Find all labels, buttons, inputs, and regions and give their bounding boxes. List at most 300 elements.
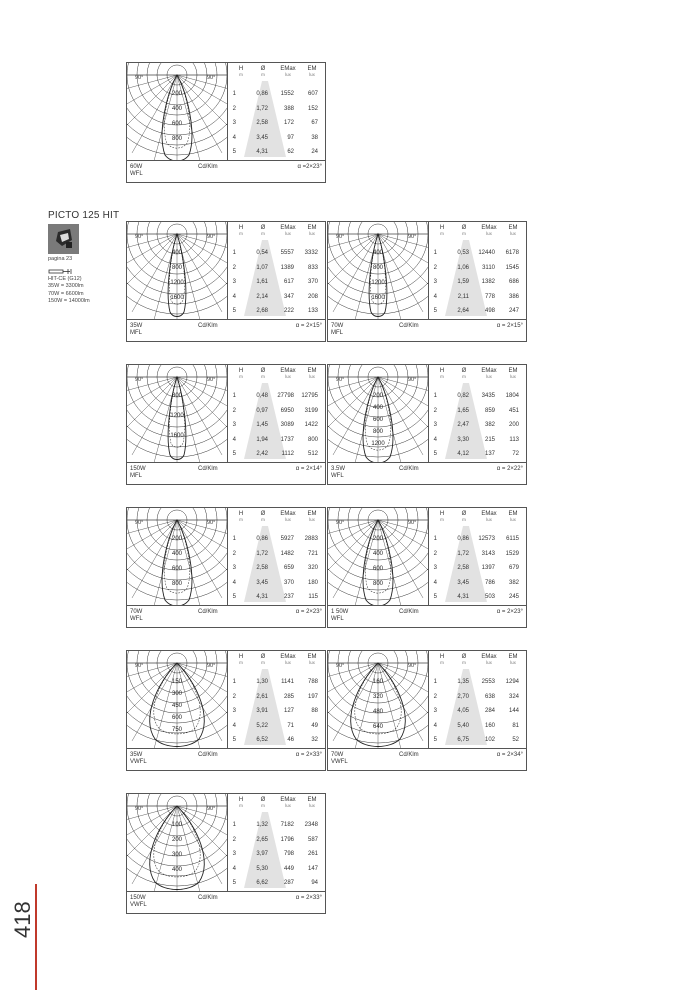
table-cell: 6115 — [506, 536, 519, 542]
beam-type: WFL — [130, 171, 143, 177]
unit-label: Cd/Klm — [399, 466, 419, 472]
table-header-emax — [278, 654, 298, 665]
table-header-em — [503, 225, 523, 236]
table-cell: 88 — [311, 708, 318, 714]
header-label: H — [238, 368, 244, 374]
angle-label: 90° — [135, 75, 144, 81]
angle-label: 90° — [207, 234, 216, 240]
table-cell: 1389 — [280, 264, 294, 271]
table-cell: 115 — [308, 594, 318, 600]
polar-diagram — [127, 222, 227, 319]
header-label: Ø — [461, 654, 467, 660]
header-unit: m — [239, 374, 243, 379]
table-cell: 347 — [283, 293, 294, 300]
table-cell: 1,72 — [457, 550, 469, 557]
table-row — [228, 576, 325, 590]
unit-label: Cd/Klm — [399, 323, 419, 329]
intensity-label: 300 — [171, 852, 183, 858]
table-cell: 5927 — [280, 536, 294, 542]
table-cell: 2,47 — [457, 422, 469, 428]
table-cell: 587 — [307, 836, 318, 843]
table-header-em — [302, 797, 322, 808]
header-label: EMax — [481, 654, 497, 660]
table-cell: 3,45 — [256, 134, 268, 141]
table-row — [429, 675, 526, 689]
table-cell: 503 — [484, 594, 495, 600]
table-cell: 4,31 — [256, 149, 268, 155]
intensity-label: 400 — [171, 867, 183, 873]
table-cell: 1804 — [505, 393, 519, 399]
table-cell: 247 — [508, 308, 519, 314]
divider-horizontal — [127, 462, 325, 463]
beam-angle: α = 2×15° — [295, 323, 322, 329]
table-cell: 2,68 — [256, 308, 268, 314]
angle-label: 90° — [207, 663, 216, 669]
header-unit: lux — [285, 660, 291, 665]
angle-label: 90° — [207, 75, 216, 81]
table-row — [228, 675, 325, 689]
wattage: 35W — [130, 752, 143, 758]
table-header-em — [302, 225, 322, 236]
header-label: H — [439, 654, 445, 660]
header-unit: m — [440, 374, 444, 379]
header-label: Ø — [260, 654, 266, 660]
table-cell: 71 — [287, 722, 294, 729]
table-header-emax — [479, 654, 499, 665]
table-cell: 3 — [433, 422, 437, 428]
table-cell: 2 — [232, 264, 236, 271]
wattage: 70W — [130, 609, 143, 615]
table-header-h — [432, 368, 452, 379]
table-cell: 261 — [307, 851, 318, 857]
section-title: PICTO 125 HIT — [48, 210, 120, 221]
table-cell: 2,70 — [457, 693, 469, 700]
angle-label: 90° — [336, 377, 345, 383]
table-cell: 617 — [283, 279, 294, 285]
table-cell: 113 — [509, 436, 519, 443]
table-cell: 2 — [232, 407, 236, 414]
table-row — [228, 733, 325, 747]
table-cell: 5 — [433, 737, 437, 743]
table-cell: 6,52 — [256, 737, 268, 743]
table-cell: 5 — [232, 308, 236, 314]
table-row — [429, 547, 526, 561]
table-row — [429, 733, 526, 747]
table-cell: 1141 — [281, 679, 294, 685]
header-unit: m — [261, 72, 265, 77]
angle-label: 90° — [336, 234, 345, 240]
lamp-info — [331, 466, 345, 480]
intensity-label: 600 — [171, 715, 183, 721]
table-cell: 1529 — [505, 550, 519, 557]
table-header-emax — [479, 225, 499, 236]
intensity-label: 160 — [372, 679, 384, 685]
table-cell: 1112 — [281, 451, 294, 457]
table-cell: 4,12 — [457, 451, 469, 457]
intensity-label: 800 — [372, 581, 384, 587]
angle-label: 90° — [207, 520, 216, 526]
intensity-label: 1200 — [371, 441, 385, 447]
table-cell: 324 — [508, 693, 519, 700]
header-unit: m — [261, 517, 265, 522]
table-cell: 0,48 — [256, 393, 268, 399]
table-header-emax — [479, 511, 499, 522]
table-cell: 1796 — [280, 836, 294, 843]
photometric-card — [126, 650, 326, 771]
angle-label: 90° — [408, 234, 417, 240]
lamp-icon — [48, 268, 123, 276]
intensity-label: 750 — [171, 727, 183, 733]
table-row — [228, 719, 325, 733]
header-label: EMax — [481, 225, 497, 231]
table-row — [228, 290, 325, 304]
table-header-d — [454, 511, 474, 522]
table-cell: 1397 — [481, 565, 495, 571]
header-unit: lux — [510, 517, 516, 522]
table-cell: 451 — [508, 407, 519, 414]
divider-horizontal — [127, 160, 325, 161]
table-cell: 3089 — [280, 422, 294, 428]
table-cell: 172 — [283, 120, 294, 126]
table-cell: 5,40 — [457, 722, 469, 729]
table-cell: 2,58 — [457, 565, 469, 571]
table-header-emax — [278, 797, 298, 808]
table-header-h — [432, 654, 452, 665]
table-cell: 388 — [283, 105, 294, 112]
table-cell: 3,30 — [457, 436, 469, 443]
table-header-em — [503, 654, 523, 665]
table-header-d — [253, 797, 273, 808]
table-row — [228, 246, 325, 260]
table-cell: 2,58 — [256, 120, 268, 126]
table-cell: 2,58 — [256, 565, 268, 571]
table-row — [228, 818, 325, 832]
table-header-em — [302, 66, 322, 77]
table-cell: 245 — [508, 594, 519, 600]
table-cell: 81 — [512, 722, 519, 729]
header-label: EM — [307, 511, 317, 517]
lamp-info — [130, 752, 147, 766]
unit-label: Cd/Klm — [198, 752, 218, 758]
table-cell: 24 — [311, 149, 318, 155]
table-cell: 67 — [311, 120, 318, 126]
header-unit: lux — [309, 374, 315, 379]
angle-label: 90° — [408, 377, 417, 383]
table-cell: 102 — [484, 737, 495, 743]
photometric-card — [126, 221, 326, 342]
lamp-info — [331, 752, 348, 766]
page-reference: pagina 23 — [48, 256, 73, 262]
header-label: EM — [508, 368, 518, 374]
table-header-d — [454, 368, 474, 379]
product-sidebar — [48, 224, 123, 306]
divider-horizontal — [328, 605, 526, 606]
divider-horizontal — [328, 319, 526, 320]
header-label: EM — [307, 66, 317, 72]
beam-angle: α = 2×23° — [496, 609, 523, 615]
lamp-info — [130, 466, 146, 480]
lamp-info — [331, 609, 348, 623]
table-header-h — [432, 225, 452, 236]
table-cell: 859 — [484, 407, 495, 414]
table-cell: 449 — [283, 865, 294, 872]
table-row — [228, 590, 325, 604]
table-cell: 2 — [433, 550, 437, 557]
header-label: EM — [508, 225, 518, 231]
table-header-h — [231, 654, 251, 665]
table-cell: 5 — [232, 451, 236, 457]
header-unit: lux — [285, 374, 291, 379]
table-header-h — [231, 368, 251, 379]
intensity-label: 800 — [372, 429, 384, 435]
table-row — [228, 833, 325, 847]
table-row — [429, 304, 526, 318]
header-unit: lux — [309, 72, 315, 77]
table-cell: 6178 — [505, 250, 519, 256]
header-unit: lux — [285, 803, 291, 808]
table-header-h — [231, 511, 251, 522]
divider-horizontal — [328, 748, 526, 749]
table-cell: 833 — [307, 264, 318, 271]
table-cell: 778 — [484, 293, 495, 300]
page-number: 418 — [10, 901, 35, 938]
illuminance-table — [429, 508, 526, 605]
table-cell: 386 — [508, 293, 519, 300]
table-row — [228, 102, 325, 116]
divider-horizontal — [127, 891, 325, 892]
table-cell: 3435 — [481, 393, 495, 399]
polar-diagram — [127, 794, 227, 891]
intensity-label: 200 — [372, 393, 384, 399]
header-unit: m — [239, 72, 243, 77]
table-cell: 3,91 — [256, 708, 268, 714]
beam-type: VWFL — [130, 902, 147, 908]
table-cell: 147 — [307, 865, 318, 872]
wattage: 70W — [331, 323, 344, 329]
photometric-card — [327, 650, 527, 771]
intensity-label: 800 — [171, 581, 183, 587]
table-header-emax — [278, 66, 298, 77]
table-cell: 320 — [307, 565, 318, 571]
photometric-card — [126, 507, 326, 628]
table-cell: 1 — [433, 536, 437, 542]
table-header-h — [231, 797, 251, 808]
table-cell: 4 — [433, 579, 437, 586]
table-cell: 2,11 — [457, 293, 469, 300]
table-row — [228, 547, 325, 561]
table-cell: 0,86 — [457, 536, 469, 542]
table-cell: 197 — [307, 693, 318, 700]
intensity-label: 600 — [372, 417, 384, 423]
table-cell: 3,97 — [256, 851, 268, 857]
unit-label: Cd/Klm — [198, 609, 218, 615]
photometric-card — [126, 793, 326, 914]
table-header-d — [253, 368, 273, 379]
divider-horizontal — [127, 748, 325, 749]
beam-type: VWFL — [331, 759, 348, 765]
table-cell: 133 — [307, 308, 318, 314]
table-cell: 1,32 — [256, 822, 268, 828]
table-cell: 200 — [508, 422, 519, 428]
intensity-label: 450 — [171, 703, 183, 709]
header-unit: lux — [510, 374, 516, 379]
beam-type: MFL — [130, 330, 142, 336]
header-unit: lux — [486, 517, 492, 522]
divider-horizontal — [127, 605, 325, 606]
table-cell: 1294 — [505, 679, 519, 685]
header-label: EM — [307, 368, 317, 374]
table-cell: 3143 — [481, 550, 495, 557]
polar-grid — [328, 222, 428, 319]
polar-grid — [328, 508, 428, 605]
table-cell: 4,31 — [457, 594, 469, 600]
intensity-label: 150 — [171, 679, 183, 685]
intensity-label: 200 — [171, 536, 183, 542]
table-row — [429, 389, 526, 403]
table-cell: 49 — [311, 722, 318, 729]
table-row — [228, 145, 325, 159]
table-cell: 284 — [484, 708, 495, 714]
beam-angle: α = 2×33° — [295, 752, 322, 758]
unit-label: Cd/Klm — [198, 323, 218, 329]
beam-angle: α = 2×23° — [295, 609, 322, 615]
header-label: EMax — [280, 66, 296, 72]
table-cell: 2,65 — [256, 836, 268, 843]
table-cell: 3,45 — [457, 579, 469, 586]
table-row — [228, 447, 325, 461]
table-cell: 4 — [232, 865, 236, 872]
table-cell: 721 — [307, 550, 318, 557]
table-cell: 0,86 — [256, 536, 268, 542]
unit-label: Cd/Klm — [399, 752, 419, 758]
table-cell: 6,62 — [256, 880, 268, 886]
header-label: H — [439, 368, 445, 374]
header-label: Ø — [260, 66, 266, 72]
beam-type: MFL — [130, 473, 142, 479]
angle-label: 90° — [207, 377, 216, 383]
table-row — [228, 389, 325, 403]
unit-label: Cd/Klm — [198, 164, 218, 170]
table-cell: 382 — [484, 422, 495, 428]
table-row — [228, 862, 325, 876]
table-cell: 1 — [433, 679, 437, 685]
header-unit: m — [462, 517, 466, 522]
beam-type: WFL — [331, 473, 344, 479]
table-cell: 52 — [512, 737, 519, 743]
intensity-label: 300 — [171, 691, 183, 697]
header-label: EMax — [481, 511, 497, 517]
header-unit: m — [261, 374, 265, 379]
polar-grid — [127, 794, 227, 891]
table-cell: 1,72 — [256, 550, 268, 557]
table-cell: 5 — [433, 308, 437, 314]
table-cell: 97 — [287, 134, 294, 141]
table-row — [228, 131, 325, 145]
table-cell: 237 — [283, 594, 294, 600]
wattage: 35W — [130, 323, 143, 329]
header-unit: lux — [309, 517, 315, 522]
table-cell: 1,35 — [457, 679, 469, 685]
header-unit: m — [239, 517, 243, 522]
header-unit: lux — [309, 231, 315, 236]
table-cell: 4 — [232, 579, 236, 586]
header-label: H — [439, 225, 445, 231]
table-cell: 2,14 — [256, 293, 268, 300]
table-cell: 370 — [307, 279, 318, 285]
table-row — [429, 404, 526, 418]
beam-angle: α = 2×14° — [295, 466, 322, 472]
table-cell: 2 — [232, 836, 236, 843]
table-header-em — [302, 511, 322, 522]
table-row — [228, 87, 325, 101]
table-cell: 1,07 — [256, 264, 268, 271]
lamp-info — [130, 164, 143, 178]
table-cell: 3 — [433, 708, 437, 714]
table-cell: 2 — [433, 407, 437, 414]
intensity-label: 200 — [171, 837, 183, 843]
polar-diagram — [127, 651, 227, 748]
table-row — [228, 404, 325, 418]
table-row — [429, 690, 526, 704]
table-cell: 144 — [508, 708, 519, 714]
table-cell: 3 — [232, 422, 236, 428]
angle-label: 90° — [408, 520, 417, 526]
beam-type: WFL — [331, 616, 344, 622]
table-header-d — [454, 225, 474, 236]
wattage: 150W — [130, 466, 146, 472]
angle-label: 90° — [135, 234, 144, 240]
table-cell: 5557 — [280, 250, 294, 256]
polar-grid — [127, 365, 227, 462]
photometric-card — [126, 62, 326, 183]
header-label: Ø — [461, 225, 467, 231]
lumen-35w: 35W = 3300lm — [48, 283, 84, 289]
table-row — [429, 532, 526, 546]
header-label: EM — [508, 654, 518, 660]
table-cell: 4 — [232, 293, 236, 300]
table-cell: 370 — [283, 579, 294, 586]
beam-type: WFL — [130, 616, 143, 622]
table-cell: 2,61 — [256, 693, 268, 700]
table-cell: 1 — [232, 679, 236, 685]
table-cell: 1737 — [280, 436, 294, 443]
table-header-em — [302, 368, 322, 379]
table-cell: 1382 — [481, 279, 495, 285]
polar-diagram — [328, 651, 428, 748]
header-unit: m — [440, 660, 444, 665]
table-cell: 1 — [232, 250, 236, 256]
table-cell: 3,45 — [256, 579, 268, 586]
table-cell: 4 — [232, 722, 236, 729]
table-cell: 1,72 — [256, 105, 268, 112]
illuminance-table — [228, 365, 325, 462]
table-cell: 1,61 — [256, 279, 268, 285]
table-cell: 1,65 — [457, 407, 469, 414]
table-cell: 5,22 — [256, 722, 268, 729]
illuminance-table — [228, 508, 325, 605]
table-row — [429, 290, 526, 304]
header-unit: lux — [309, 803, 315, 808]
header-label: H — [238, 225, 244, 231]
beam-angle: α = 2×22° — [496, 466, 523, 472]
header-unit: m — [440, 231, 444, 236]
header-label: Ø — [461, 511, 467, 517]
divider-horizontal — [127, 319, 325, 320]
table-cell: 2 — [232, 550, 236, 557]
header-unit: lux — [486, 660, 492, 665]
table-cell: 94 — [311, 880, 318, 886]
table-cell: 215 — [484, 436, 495, 443]
